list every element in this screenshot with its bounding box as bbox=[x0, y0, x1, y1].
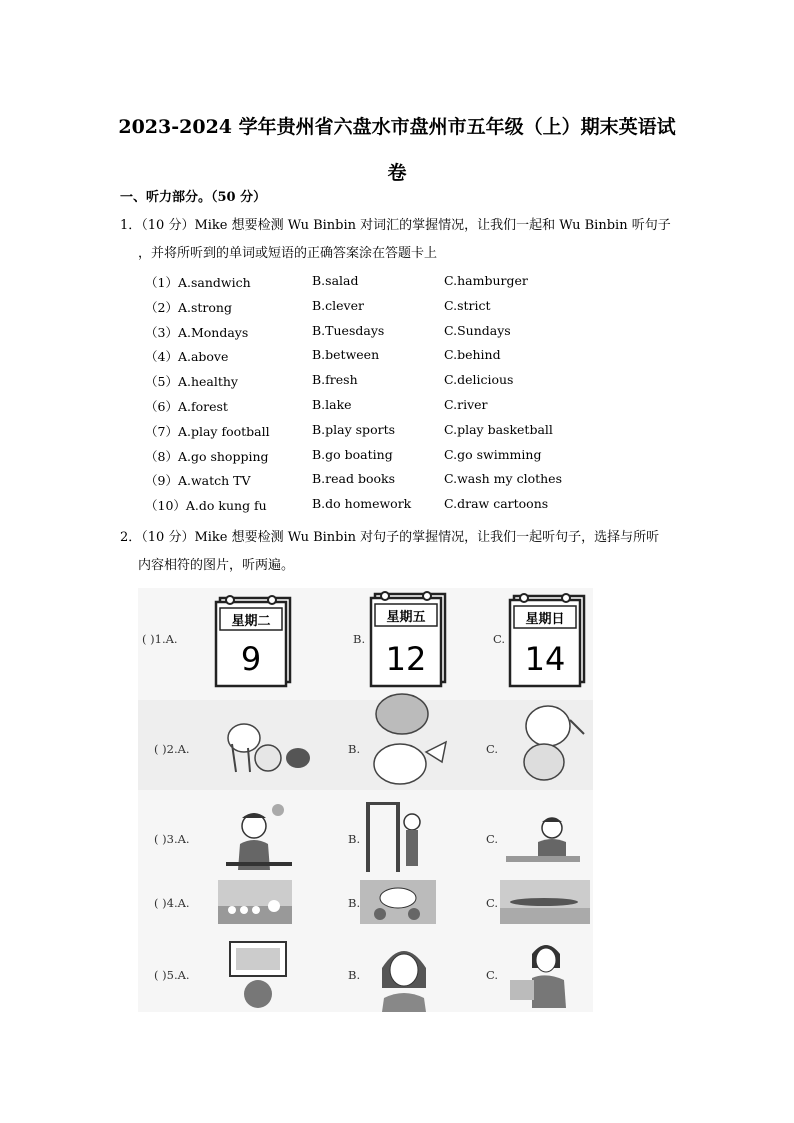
option-c: C.delicious bbox=[444, 372, 514, 388]
option-b: B.fresh bbox=[312, 372, 358, 388]
row-1-b-label: B. bbox=[353, 632, 366, 646]
row-4-b-label: B. bbox=[348, 896, 361, 910]
option-a: （2）A.strong bbox=[145, 299, 232, 315]
option-b: B.do homework bbox=[312, 496, 412, 512]
row-5-c-label: C. bbox=[486, 968, 499, 982]
row-4-c-label: C. bbox=[486, 896, 499, 910]
option-a: （5）A.healthy bbox=[145, 374, 238, 390]
boy-by-wall-image bbox=[360, 802, 430, 876]
toy-fish-image bbox=[360, 880, 436, 924]
calendar-c-image bbox=[506, 590, 588, 688]
option-a: （9）A.watch TV bbox=[145, 473, 251, 489]
row-2-c-label: C. bbox=[486, 742, 499, 756]
dog-on-ball-image bbox=[504, 700, 588, 786]
option-c: C.behind bbox=[444, 347, 501, 363]
row-1-label: ( )1.A. bbox=[142, 632, 178, 646]
boy-writing-image bbox=[504, 812, 584, 870]
girl-reading-image bbox=[374, 938, 434, 1012]
calendar-c-day: 14 bbox=[524, 640, 566, 678]
row-5-label: ( )5.A. bbox=[154, 968, 190, 982]
option-b: B.read books bbox=[312, 471, 396, 487]
boy-at-desk-image bbox=[222, 800, 294, 874]
option-c: C.go swimming bbox=[444, 446, 542, 462]
row-3-b-label: B. bbox=[348, 832, 361, 846]
row-3-c-label: C. bbox=[486, 832, 499, 846]
river-boat-image bbox=[500, 880, 590, 924]
ducks-on-lake-image bbox=[218, 880, 292, 924]
dog-behind-ball-image bbox=[216, 708, 316, 780]
picture-row-1 bbox=[138, 588, 593, 693]
document-title bbox=[0, 104, 794, 196]
question-1-line-2: ，并将所听到的单词或短语的正确答案涂在答题卡上 bbox=[138, 246, 438, 261]
row-3-label: ( )3.A. bbox=[154, 832, 190, 846]
option-a: （1）A.sandwich bbox=[145, 275, 251, 290]
picture-row-4 bbox=[138, 880, 593, 928]
title-line-1: 2023-2024 学年贵州省六盘水市盘州市五年级（上）期末英语试 bbox=[118, 116, 676, 138]
option-b: B.salad bbox=[312, 273, 359, 288]
option-b: B.clever bbox=[312, 297, 364, 313]
option-a: （3）A.Mondays bbox=[145, 324, 249, 340]
calendar-b-image bbox=[367, 588, 449, 688]
option-a: （8）A.go shopping bbox=[145, 448, 269, 464]
question-2-line-1: 2．（10 分）Mike 想要检测 Wu Binbin 对句子的掌握情况，让我们一起听句子，选择与所听 bbox=[120, 530, 660, 545]
picture-row-2 bbox=[138, 700, 593, 790]
calendar-b-day: 12 bbox=[385, 640, 427, 678]
calendar-c-weekday: 星期日 bbox=[525, 612, 565, 627]
option-b: B.go boating bbox=[312, 446, 393, 462]
girl-washing-image bbox=[506, 934, 586, 1010]
option-b: B.play sports bbox=[312, 421, 396, 437]
picture-panel bbox=[138, 588, 593, 1012]
option-c: C.Sundays bbox=[444, 322, 511, 338]
picture-row-5 bbox=[138, 934, 593, 1012]
row-5-b-label: B. bbox=[348, 968, 361, 982]
calendar-a-day: 9 bbox=[240, 640, 262, 678]
option-b: B.lake bbox=[312, 396, 352, 412]
question-2-line-2: 内容相符的图片，听两遍。 bbox=[138, 558, 295, 573]
option-a: （6）A.forest bbox=[145, 398, 228, 414]
option-b: B.Tuesdays bbox=[312, 322, 385, 338]
option-c: C.wash my clothes bbox=[444, 471, 562, 487]
option-a: （10）A.do kung fu bbox=[145, 498, 267, 514]
row-1-c-label: C. bbox=[493, 632, 506, 646]
option-c: C.play basketball bbox=[444, 421, 553, 437]
option-c: C.draw cartoons bbox=[444, 496, 549, 512]
question-1-line-1: 1．（10 分）Mike 想要检测 Wu Binbin 对词汇的掌握情况，让我们一起和 Wu Binbin 听句子 bbox=[120, 218, 671, 233]
question-2 bbox=[120, 524, 680, 580]
title-line-2: 卷 bbox=[387, 162, 407, 184]
watching-tv-image bbox=[220, 936, 294, 1012]
option-a: （4）A.above bbox=[145, 349, 229, 365]
row-2-b-label: B. bbox=[348, 742, 361, 756]
row-4-label: ( )4.A. bbox=[154, 896, 190, 910]
calendar-b-weekday: 星期五 bbox=[386, 610, 426, 625]
dog-under-ball-image bbox=[362, 692, 462, 788]
calendar-a-weekday: 星期二 bbox=[231, 614, 271, 629]
section-heading-listening: 一、听力部分。（50 分） bbox=[120, 190, 267, 205]
question-1 bbox=[120, 212, 680, 268]
option-b: B.between bbox=[312, 347, 380, 363]
calendar-a-image bbox=[212, 592, 294, 688]
option-c: C.strict bbox=[444, 297, 491, 313]
option-c: C.river bbox=[444, 396, 488, 412]
option-c: C.hamburger bbox=[444, 273, 528, 288]
option-a: （7）A.play football bbox=[145, 423, 270, 439]
row-2-label: ( )2.A. bbox=[154, 742, 190, 756]
picture-row-3 bbox=[138, 798, 593, 878]
